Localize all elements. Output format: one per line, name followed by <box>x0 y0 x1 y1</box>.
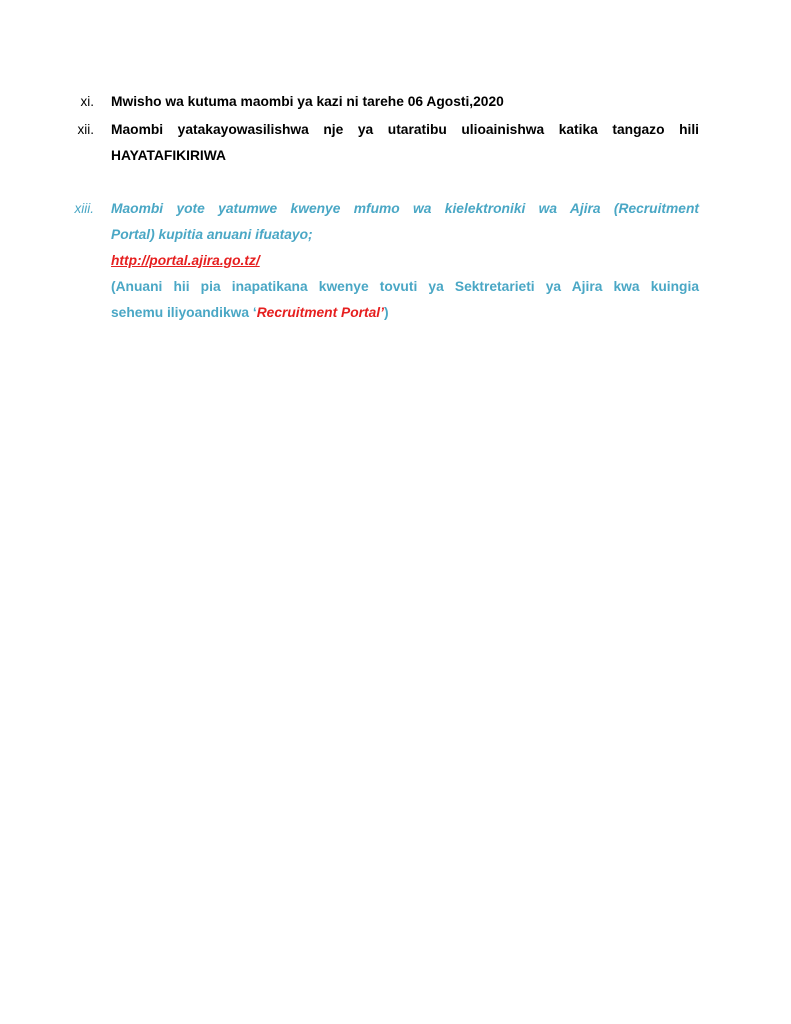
list-marker-xi: xi. <box>80 94 94 109</box>
deadline-text: Mwisho wa kutuma maombi ya kazi ni tarehe 06 Agosti,2020 <box>111 94 504 109</box>
list-marker-xiii: xiii. <box>74 201 94 216</box>
portal-link[interactable]: http://portal.ajira.go.tz/ <box>111 253 260 268</box>
portal-instruction-line-1: Maombi yote yatumwe kwenye mfumo wa kielektroniki wa Ajira (Recruitment <box>111 201 699 216</box>
portal-note-prefix: sehemu iliyoandikwa ‘ <box>111 305 257 320</box>
recruitment-portal-emphasis: Recruitment Portal’ <box>256 305 384 320</box>
list-item-xi-text <box>111 89 699 115</box>
portal-note-line-2 <box>111 300 699 326</box>
list-item-xiii-text <box>111 196 699 326</box>
portal-instruction-line-2: Portal) kupitia anuani ifuatayo; <box>111 227 313 242</box>
list-marker-xii: xii. <box>77 122 94 137</box>
rejection-notice-line-2: HAYATAFIKIRIWA <box>111 148 226 163</box>
portal-note-line-1: (Anuani hii pia inapatikana kwenye tovuti ya Sektretarieti ya Ajira kwa kuingia <box>111 279 699 294</box>
rejection-notice-line-1: Maombi yatakayowasilishwa nje ya utaratibu ulioainishwa katika tangazo hili <box>111 122 699 137</box>
list-item-xii-text <box>111 117 699 169</box>
portal-note-suffix: ) <box>383 305 389 320</box>
